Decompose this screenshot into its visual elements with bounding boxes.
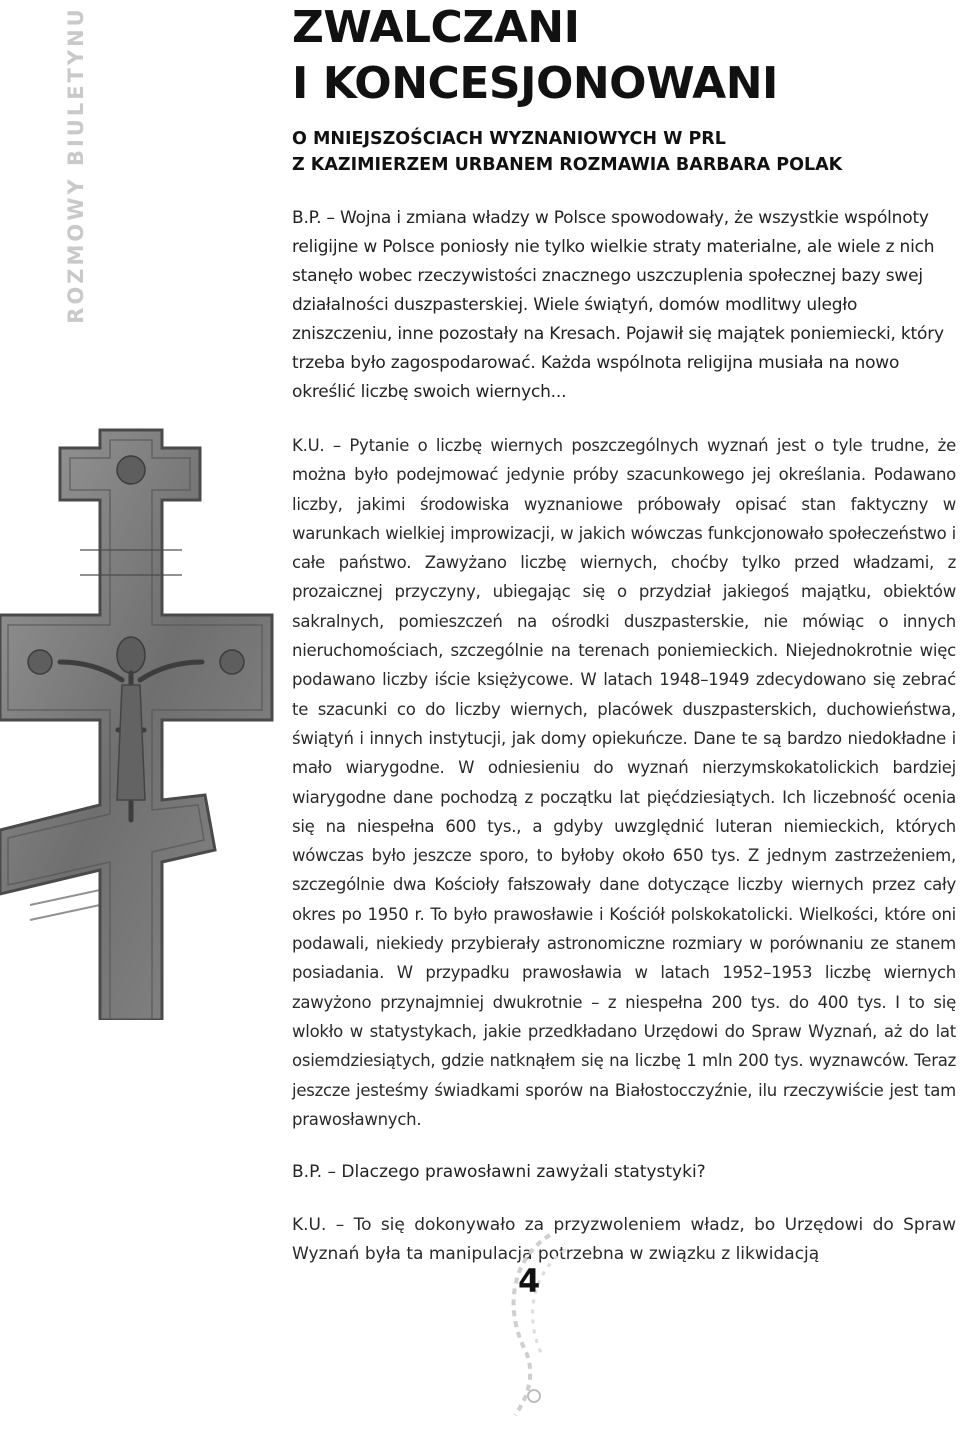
question-paragraph [292,204,956,407]
speaker-initials: B.P. [292,1162,323,1183]
answer-paragraph [292,1211,956,1269]
section-label [52,0,100,330]
answer-text: – Pytanie o liczbę wiernych poszczególnych wyznań jest o tyle trudne, że można było podejmować jedynie próby szacunkowego jej określania. Podawano liczby, jakimi środowiska wyznaniowe próbowały opisać stan faktyczny w warunkach wielkiej improwizacji, w jakich wówczas funkcjonowało społeczeństwo i całe państwo. Zawyżano liczbę wiernych, choćby tylko przed władzami, z prozaicznej przyczyny, ubiegając się o przydział jakiegoś majątku, obiektów sakralnych, pomieszczeń na ośrodki duszpasterskie, nie mówiąc o innych nieruchomościach, szczególnie na terenach poniemieckich. Niejednokrotnie więc podawano liczby iście księżycowe. W latach 1948–1949 zdecydowano się zebrać te szacunki co do liczby wiernych, placówek duszpasterskich, duchowieństwa, świątyń i innych instytucji, jak domy opiekuńcze. Dane te są bardzo niedokładne i mało wiarygodne. W odniesieniu do wyznań nierzymskokatolickich bardziej wiarygodne dane pochodzą z początku lat pięćdziesiątych. Ich liczebność ocenia się na niespełna 600 tys., a gdyby uwzględnić luteran niemieckich, których wówczas było jeszcze sporo, to byłoby około 650 tys. Z jednym zastrzeżeniem, szczególnie dwa Kościoły fałszowały dane dotyczące liczby wiernych przez cały okres po 1950 r. To było prawosławie i Kościół polskokatolicki. Wielkości, które oni podawali, niekiedy przybierały astronomiczne rozmiary w porównaniu ze stanem posiadania. W przypadku prawosławia w latach 1952–1953 liczbę wiernych zawyżono przynajmniej dwukrotnie – z niespełna 200 tys. do 400 tys. I to się wlokło w statystykach, jakie przedkładano Urzędowi do Spraw Wyznań, aż do lat osiemdziesiątych, gdzie natknąłem się na liczbę 1 mln 200 tys. wyznawców. Teraz jeszcze jesteśmy świadkami sporów na Białostocczyźnie, ilu rzeczywiście jest tam prawosławnych. [292,436,956,1129]
article-subtitle [292,126,842,178]
speaker-initials: B.P. [292,208,322,228]
decorative-swirl-icon [490,1230,580,1420]
answer-text: – To się dokonywało za przyzwoleniem władz, bo Urzędowi do Spraw Wyznań była ta manipulacja potrzebna w związku z likwidacją [292,1215,957,1265]
page-number: 4 [518,1262,541,1300]
question-paragraph [292,1158,956,1187]
answer-paragraph [292,431,956,1134]
article-subtitle-line-2: Z KAZIMIERZEM URBANEM ROZMAWIA BARBARA POLAK [292,155,843,175]
article-title-line-2: I KONCESJONOWANI [292,58,778,109]
question-text: – Dlaczego prawosławni zawyżali statystyki? [327,1162,706,1183]
section-label-text: ROZMOWY BIULETYNU [64,6,88,324]
article-title-line-1: ZWALCZANI [292,2,580,53]
orthodox-cross-icon [0,400,290,1020]
speaker-initials: K.U. [292,1215,327,1236]
article-body [292,204,956,1269]
question-text: – Wojna i zmiana władzy w Polsce spowodowały, że wszystkie wspólnoty religijne w Polsce poniosły nie tylko wielkie straty materialne, ale wiele z nich stanęło wobec rzeczywistości znacznego uszczuplenia społecznej bazy swej działalności duszpasterskiej. Wiele świątyń, domów modlitwy uległo zniszczeniu, inne pozostały na Kresach. Pojawił się majątek poniemiecki, który trzeba było zagospodarować. Każda wspólnota religijna musiała na nowo określić liczbę swoich wiernych... [292,208,944,402]
article-subtitle-line-1: O MNIEJSZOŚCIACH WYZNANIOWYCH W PRL [292,129,726,149]
article-title [292,0,778,112]
speaker-initials: K.U. [292,436,325,455]
